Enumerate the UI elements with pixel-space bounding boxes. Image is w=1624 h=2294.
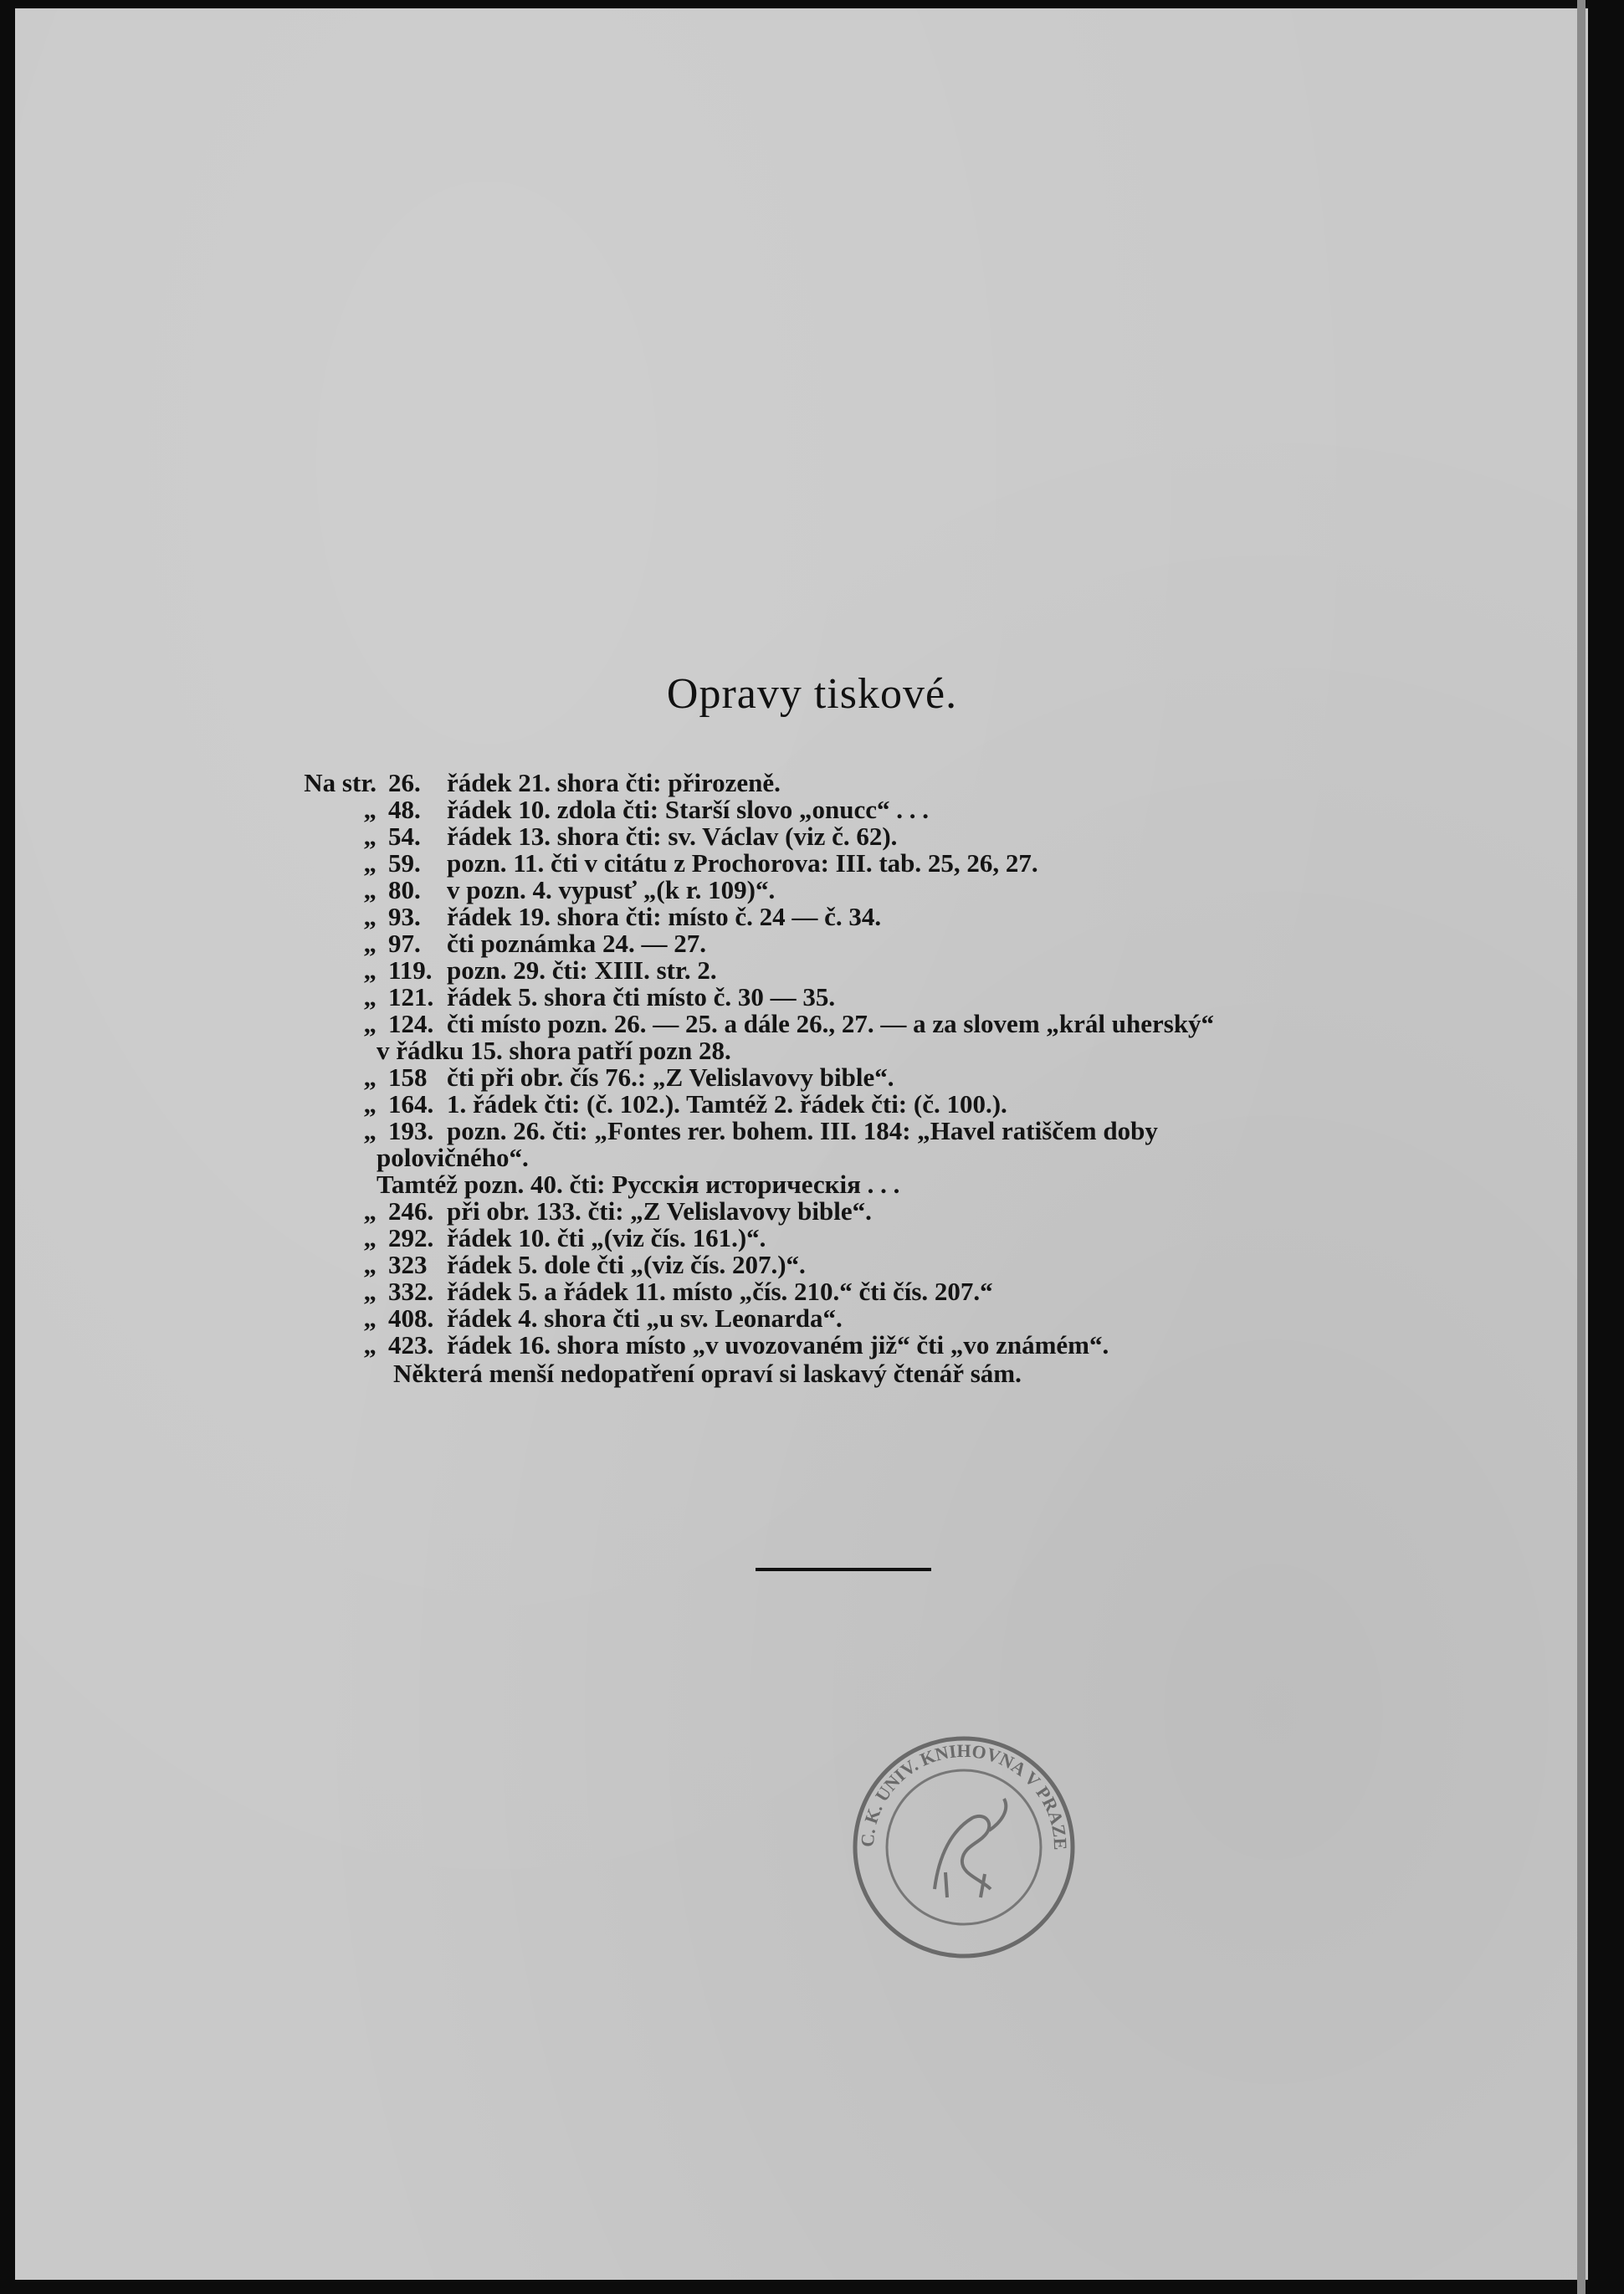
- correction-text: řádek 13. shora čti: sv. Václav (viz č. 62).: [447, 822, 898, 851]
- correction-text: pozn. 26. čti: „Fontes rer. bohem. III. 184: „Havel ratiščem doby: [447, 1116, 1158, 1145]
- errata-row: [276, 984, 1422, 1011]
- row-lead: „: [363, 982, 377, 1011]
- row-lead: „: [363, 955, 377, 985]
- correction-text: Tamtéž pozn. 40. čti: Русскія историческія . . .: [377, 1170, 900, 1199]
- row-lead: „: [363, 1196, 377, 1226]
- row-lead: „: [363, 1277, 377, 1306]
- row-lead: „: [363, 1116, 377, 1145]
- errata-continuation: [276, 1144, 1422, 1171]
- correction-text: řádek 19. shora čti: místo č. 24 — č. 34.: [447, 902, 882, 931]
- row-lead: „: [363, 848, 377, 878]
- correction-text: řádek 5. shora čti místo č. 30 — 35.: [447, 982, 836, 1011]
- correction-text: pozn. 29. čti: XIII. str. 2.: [447, 955, 717, 985]
- errata-row: [276, 1252, 1422, 1278]
- row-lead: „: [363, 875, 377, 904]
- row-lead: Na str.: [304, 768, 377, 797]
- page-number: 408.: [388, 1303, 434, 1333]
- library-stamp: [847, 1730, 1081, 1964]
- correction-text: řádek 5. dole čti „(viz čís. 207.)“.: [447, 1250, 806, 1279]
- correction-text: řádek 10. zdola čti: Starší slovo „onucc“ . . .: [447, 795, 930, 824]
- page-number: 124.: [388, 1009, 434, 1038]
- page-number: 423.: [388, 1330, 434, 1360]
- errata-row: [276, 1305, 1422, 1332]
- correction-text: v řádku 15. shora patří pozn 28.: [377, 1036, 731, 1065]
- page-number: 119.: [388, 955, 433, 985]
- page-number: 48.: [388, 795, 421, 824]
- correction-text: polovičného“.: [377, 1143, 529, 1172]
- row-lead: „: [363, 1330, 377, 1360]
- page-number: 332.: [388, 1277, 434, 1306]
- errata-row: [276, 1278, 1422, 1305]
- errata-row: [276, 1091, 1422, 1118]
- errata-row: [276, 770, 1422, 796]
- correction-text: řádek 5. a řádek 11. místo „čís. 210.“ čti čís. 207.“: [447, 1277, 993, 1306]
- stamp-lettering: C. K. UNIV. KNIHOVNA V PRAZE: [856, 1739, 1072, 1851]
- correction-text: řádek 10. čti „(viz čís. 161.)“.: [447, 1223, 766, 1252]
- page-number: 292.: [388, 1223, 434, 1252]
- errata-row: [276, 877, 1422, 904]
- correction-text: čti při obr. čís 76.: „Z Velislavovy bible“.: [447, 1063, 894, 1092]
- page-number: 121.: [388, 982, 434, 1011]
- errata-row: [276, 1198, 1422, 1225]
- row-lead: „: [363, 902, 377, 931]
- lion-emblem-icon: [935, 1799, 1006, 1897]
- errata-row: [276, 1332, 1422, 1359]
- row-lead: „: [363, 822, 377, 851]
- stamp-inner-ring: [887, 1770, 1041, 1924]
- page-number: 158: [388, 1063, 428, 1092]
- row-lead: „: [363, 1223, 377, 1252]
- page-number: 97.: [388, 929, 421, 958]
- page-number: 26.: [388, 768, 421, 797]
- row-lead: „: [363, 1303, 377, 1333]
- page-number: 193.: [388, 1116, 434, 1145]
- errata-row: [276, 1064, 1422, 1091]
- row-lead: „: [363, 1250, 377, 1279]
- correction-text: při obr. 133. čti: „Z Velislavovy bible“.: [447, 1196, 872, 1226]
- page-number: 59.: [388, 848, 421, 878]
- closing-note: Některá menší nedopatření opraví si laskavý čtenář sám.: [393, 1359, 1022, 1388]
- page-number: 323: [388, 1250, 428, 1279]
- correction-text: v pozn. 4. vypusť „(k r. 109)“.: [447, 875, 776, 904]
- errata-row: [276, 850, 1422, 877]
- row-lead: „: [363, 795, 377, 824]
- correction-text: čti místo pozn. 26. — 25. a dále 26., 27. — a za slovem „král uherský“: [447, 1009, 1215, 1038]
- page-title: Opravy tiskové.: [666, 670, 958, 718]
- page-number: 246.: [388, 1196, 434, 1226]
- errata-row: [276, 1225, 1422, 1252]
- correction-text: 1. řádek čti: (č. 102.). Tamtéž 2. řádek čti: (č. 100.).: [447, 1089, 1007, 1119]
- errata-row: [276, 1011, 1422, 1037]
- row-lead: „: [363, 1089, 377, 1119]
- correction-text: čti poznámka 24. — 27.: [447, 929, 706, 958]
- errata-row: [276, 823, 1422, 850]
- errata-row: [276, 957, 1422, 984]
- separator-rule: [756, 1568, 931, 1571]
- row-lead: „: [363, 1063, 377, 1092]
- correction-text: řádek 21. shora čti: přirozeně.: [447, 768, 781, 797]
- errata-row: [276, 904, 1422, 930]
- errata-row: [276, 1118, 1422, 1144]
- page-number: 54.: [388, 822, 421, 851]
- page-number: 80.: [388, 875, 421, 904]
- errata-continuation: [276, 1037, 1422, 1064]
- correction-text: řádek 4. shora čti „u sv. Leonarda“.: [447, 1303, 843, 1333]
- binding-edge: [1577, 0, 1586, 2294]
- page-number: 93.: [388, 902, 421, 931]
- row-lead: „: [363, 1009, 377, 1038]
- row-lead: „: [363, 929, 377, 958]
- correction-text: pozn. 11. čti v citátu z Prochorova: III. tab. 25, 26, 27.: [447, 848, 1038, 878]
- correction-text: řádek 16. shora místo „v uvozovaném již“ čti „vo známém“.: [447, 1330, 1109, 1360]
- errata-list: [276, 770, 1422, 1387]
- errata-row: [276, 796, 1422, 823]
- errata-row: [276, 930, 1422, 957]
- errata-continuation: [276, 1171, 1422, 1198]
- page-number: 164.: [388, 1089, 434, 1119]
